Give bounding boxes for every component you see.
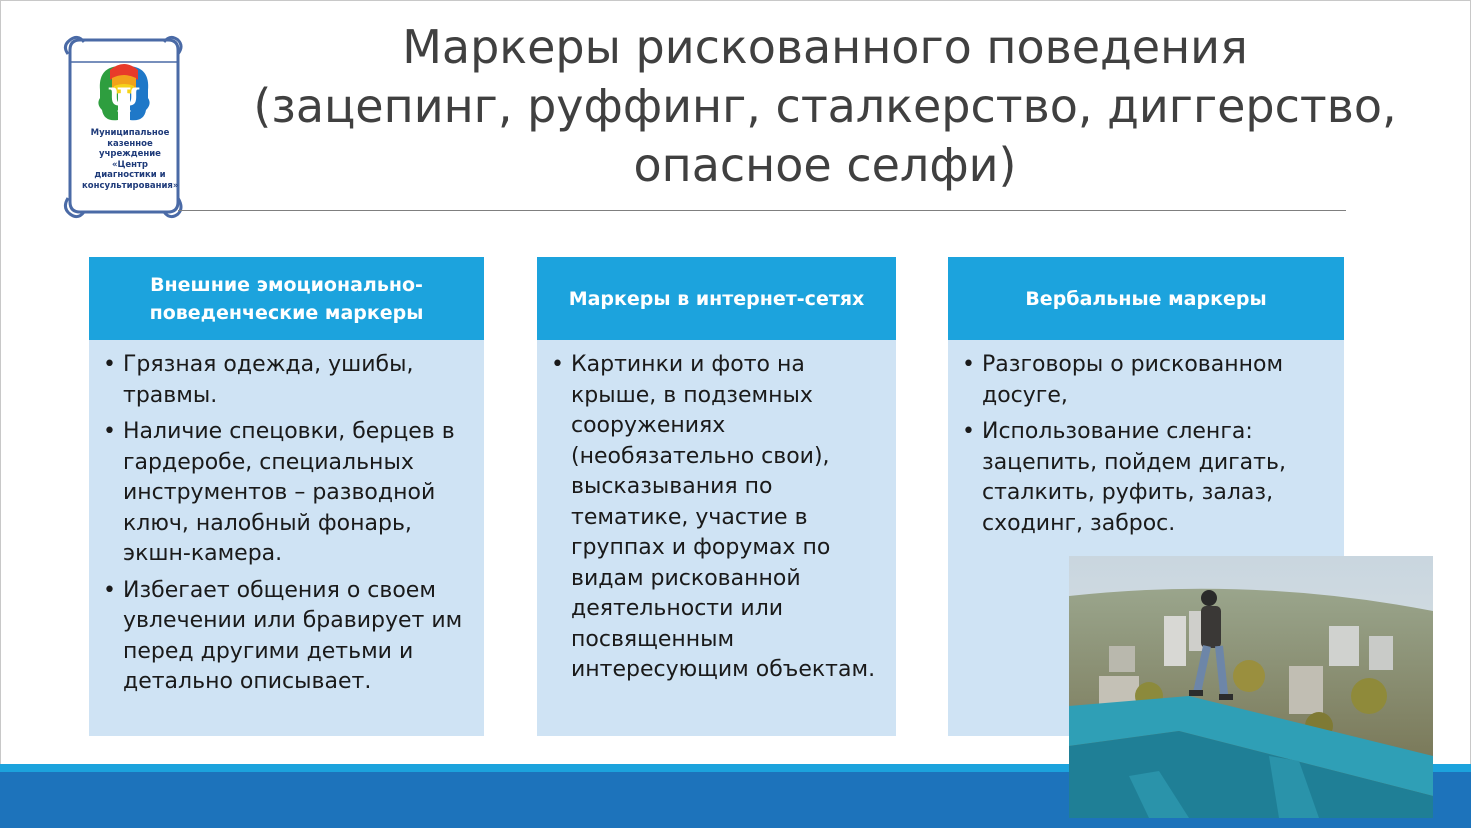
bullet-icon: • xyxy=(103,577,116,603)
card-header-internet-markers: Маркеры в интернет-сетях xyxy=(537,257,896,340)
scroll-icon xyxy=(60,32,186,222)
bullet-icon: • xyxy=(103,352,116,377)
list-item: • Картинки и фото на крыше, в подземных сооружениях (необязательно свои), высказывания по тематике, участие в группах и форумах по видам рискованной деятельности или посвященным интересующим объектам. xyxy=(551,352,876,682)
card-body-internet-markers xyxy=(537,340,896,736)
slide-title xyxy=(230,18,1420,195)
list-item: • Избегает общения о своем увлечении или бравирует им перед другими детьми и детально описывает. xyxy=(103,577,463,694)
bullet-icon: • xyxy=(962,352,975,377)
list-item: • Наличие спецовки, берцев в гардеробе, специальных инструментов – разводной ключ, налобный фонарь, экшн-камера. xyxy=(103,419,455,566)
card-header-external-markers: Внешние эмоционально-поведенческие маркеры xyxy=(89,257,484,340)
title-line-1: Маркеры рискованного поведения xyxy=(402,20,1248,74)
title-divider xyxy=(178,210,1346,211)
title-line-2: (зацепинг, руффинг, сталкерство, диггерство, xyxy=(253,79,1397,133)
card-body-external-markers xyxy=(89,340,484,736)
bullet-icon: • xyxy=(103,419,116,444)
card-header-verbal-markers: Вербальные маркеры xyxy=(948,257,1344,340)
list-item: • Грязная одежда, ушибы, травмы. xyxy=(103,352,414,408)
marker-list xyxy=(962,350,1330,539)
list-item: • Использование сленга: зацепить, пойдем дигать, сталкить, руфить, залаз, сходинг, заброс. xyxy=(962,419,1286,536)
logo-text: Муниципальное казенное учреждение «Центр диагностики и консультирования» xyxy=(82,128,179,191)
bullet-icon: • xyxy=(551,352,564,377)
marker-list xyxy=(103,350,470,698)
bullet-icon: • xyxy=(962,419,975,444)
marker-list xyxy=(551,350,882,686)
list-item: • Разговоры о рискованном досуге, xyxy=(962,352,1284,408)
psi-icon: Ψ xyxy=(108,81,140,121)
rooftop-photo-image xyxy=(1069,556,1433,818)
title-line-3: опасное селфи) xyxy=(633,138,1017,192)
organization-logo xyxy=(60,32,186,222)
rooftop-photo xyxy=(1069,556,1433,818)
